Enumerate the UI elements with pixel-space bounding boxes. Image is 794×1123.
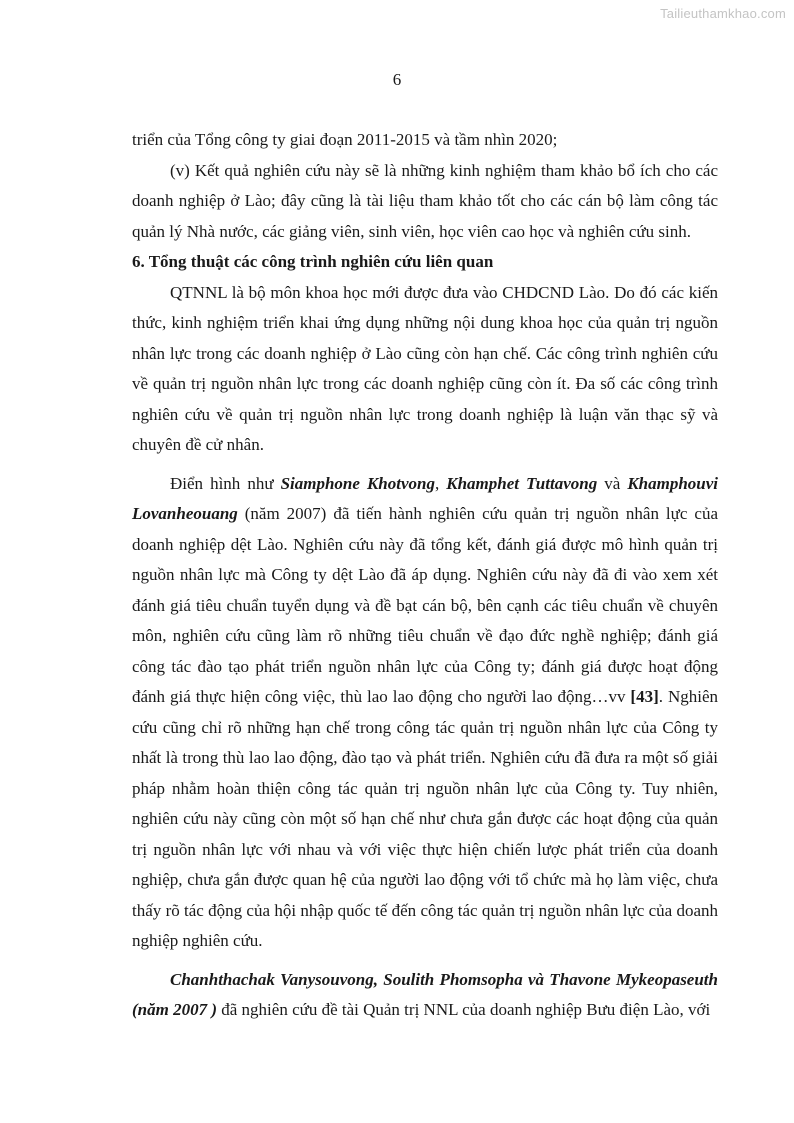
paragraph-intro: QTNNL là bộ môn khoa học mới được đưa vào CHDCND Lào. Do đó các kiến thức, kinh nghiệm triển khai ứng dụng những nội dung khoa học của quản trị nguồn nhân lực trong các doanh nghiệp ở Lào cũng còn hạn chế. Các công trình nghiên cứu về quản trị nguồn nhân lực trong các doanh nghiệp cũng còn ít. Đa số các công trình nghiên cứu về quản trị nguồn nhân lực trong doanh nghiệp là luận văn thạc sỹ và chuyên đề cử nhân. [132,282,718,454]
author-name: Khamphet Tuttavong [446,473,598,493]
paragraph-study-postal [132,965,718,1026]
author-names: Chanhthachak Vanysouvong, Soulith Phomsopha và Thavone Mykeopaseuth (năm 2007 ) [132,969,718,1019]
author-name: Khamphouvi Lovanheouang [132,473,719,523]
text-segment: (năm 2007) đã tiến hành nghiên cứu quản trị nguồn nhân lực của doanh nghiệp dệt Lào. Nghiên cứu này đã tổng kết, đánh giá được mô hình quản trị nguồn nhân lực mà Công ty dệt Lào đã áp dụng. Nghiên cứu này đã đi vào xem xét đánh giá tiêu chuẩn tuyển dụng và đề bạt cán bộ, bên cạnh các tiêu chuẩn về chuyên môn, nghiên cứu cũng làm rõ những tiêu chuẩn về đạo đức nghề nghiệp; đánh giá công tác đào tạo phát triển nguồn nhân lực của Công ty; đánh giá được hoạt động đánh giá thực hiện công việc, thù lao lao động cho người lao động…vv [132,504,718,706]
text-segment: . Nghiên cứu cũng chỉ rõ những hạn chế trong công tác quản trị nguồn nhân lực của Công ty nhất là trong thù lao lao động, đào tạo và phát triển. Nghiên cứu đã đưa ra một số giải pháp nhằm hoàn thiện công tác quản trị nguồn nhân lực của Công ty. Tuy nhiên, nghiên cứu này cũng còn một số hạn chế như chưa gắn được các hoạt động của quản trị nguồn nhân lực với nhau và với việc thực hiện chiến lược phát triển của doanh nghiệp, chưa gắn được quan hệ của người lao động với tổ chức mà họ làm việc, chưa thấy rõ tác động của hội nhập quốc tế đến công tác quản trị nguồn nhân lực của doanh nghiệp nghiên cứu. [132,687,718,950]
text-segment: , [434,473,447,493]
page-number: 6 [392,70,402,89]
paragraph-results: (v) Kết quả nghiên cứu này sẽ là những kinh nghiệm tham khảo bổ ích cho các doanh nghiệp ở Lào; đây cũng là tài liệu tham khảo tốt cho các cán bộ làm công tác quản lý Nhà nước, các giảng viên, sinh viên, học viên cao học và nghiên cứu sinh. [132,160,718,241]
paragraph-continuation: triển của Tổng công ty giai đoạn 2011-2015 và tầm nhìn 2020; [132,130,558,149]
paragraph-study-textile [132,469,718,957]
text-segment: Điển hình như [170,473,281,493]
citation-reference: [43] [630,687,659,706]
author-name: Siamphone Khotvong [280,473,435,493]
document-body [132,125,718,1026]
text-segment: đã nghiên cứu đề tài Quản trị NNL của doanh nghiệp Bưu điện Lào, với [217,1000,711,1019]
watermark: Tailieuthamkhao.com [660,6,786,21]
text-segment: và [597,473,628,493]
section-heading: 6. Tổng thuật các công trình nghiên cứu liên quan [132,252,494,271]
